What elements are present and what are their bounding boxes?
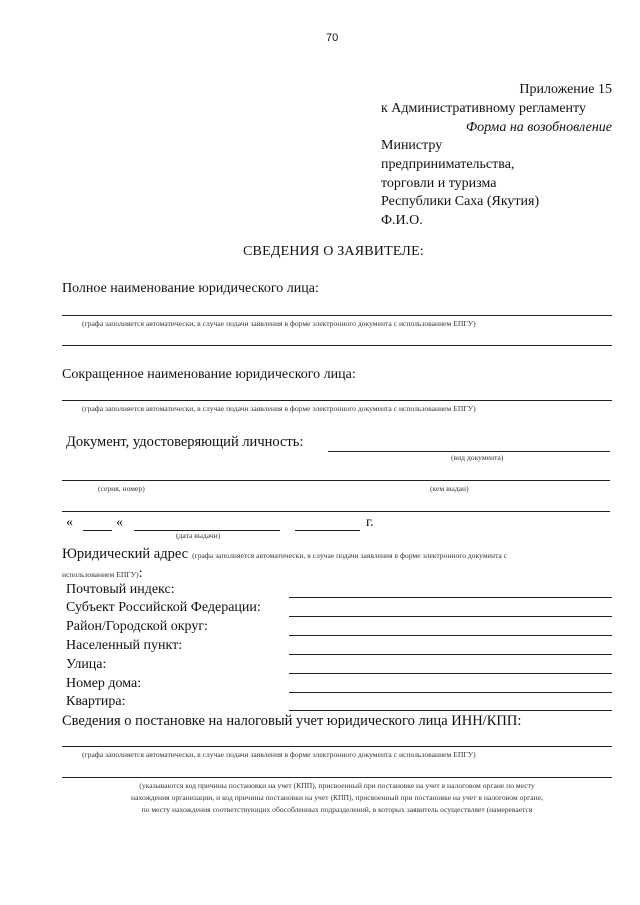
apartment-label: Квартира: [66, 694, 126, 709]
page-number: 70 [326, 32, 339, 44]
locality-line[interactable] [289, 654, 612, 655]
postal-code-line[interactable] [289, 597, 612, 598]
region-line[interactable] [289, 616, 612, 617]
addressee-fio: Ф.И.О. [381, 213, 423, 228]
issue-year-line[interactable] [295, 530, 360, 531]
year-suffix: г. [366, 515, 374, 530]
tax-registration-line[interactable] [62, 746, 612, 747]
form-type: Форма на возобновление [465, 120, 612, 135]
locality-label: Населенный пункт: [66, 638, 183, 653]
street-label: Улица: [66, 657, 107, 672]
district-label: Район/Городской округ: [66, 619, 209, 634]
addressee-line-3: торговли и туризма [381, 176, 497, 191]
legal-address-note-row [62, 564, 143, 582]
addressee-line-2: предпринимательства, [381, 157, 515, 172]
full-name-line-2[interactable] [62, 345, 612, 346]
section-title: СВЕДЕНИЯ О ЗАЯВИТЕЛЕ: [243, 244, 424, 259]
postal-code-label: Почтовый индекс: [66, 582, 175, 597]
legal-address-colon: : [138, 566, 143, 581]
tax-explanation-line-3: по месту нахождения соответствующих обособленных подразделений, в которых заявитель осуществляет (намеревается [141, 805, 533, 814]
issued-by-caption: (кем выдан) [430, 484, 469, 493]
legal-address-note-2: использованием ЕПГУ) [62, 570, 139, 579]
house-number-label: Номер дома: [66, 676, 142, 691]
tax-explanation-line-1: (указываются код причины постановки на учет (КПП), присвоенный при постановке на учет в налоговом органе по месту [139, 781, 535, 790]
house-number-line[interactable] [289, 692, 612, 693]
tax-explanation-line-2: нахождения организации, и код причины постановки на учет (КПП), присвоенный при постановке на учет в налоговом органе, [131, 793, 543, 802]
series-issued-line[interactable] [62, 480, 610, 481]
quote-open: « [66, 515, 73, 530]
legal-address-note-1: (графа заполняется автоматически, в случае подачи заявления в форме электронного документа с [192, 551, 508, 560]
short-name-label: Сокращенное наименование юридического лица: [62, 367, 356, 382]
addressee-line-1: Министру [381, 138, 443, 153]
issue-date-caption: (дата выдачи) [176, 531, 221, 540]
quote-close: « [116, 515, 123, 530]
street-line[interactable] [289, 673, 612, 674]
district-line[interactable] [289, 635, 612, 636]
legal-address-label: Юридический адрес [62, 546, 189, 562]
short-name-note: (графа заполняется автоматически, в случае подачи заявления в форме электронного документа с использованием ЕПГУ) [82, 404, 476, 413]
regulation-reference: к Административному регламенту [381, 101, 586, 116]
full-name-note: (графа заполняется автоматически, в случае подачи заявления в форме электронного документа с использованием ЕПГУ) [82, 319, 476, 328]
legal-address-heading [62, 545, 507, 563]
series-caption: (серия, номер) [98, 484, 145, 493]
tax-explanation [62, 780, 612, 816]
addressee-line-4: Республики Саха (Якутия) [381, 194, 540, 209]
tax-registration-note: (графа заполняется автоматически, в случае подачи заявления в форме электронного документа с использованием ЕПГУ) [82, 750, 476, 759]
region-label: Субъект Российской Федерации: [66, 600, 261, 615]
doc-type-line[interactable] [328, 451, 610, 452]
full-name-label: Полное наименование юридического лица: [62, 281, 319, 296]
issue-day-line[interactable] [83, 530, 112, 531]
full-name-line[interactable] [62, 315, 612, 316]
appendix-number: Приложение 15 [519, 82, 612, 97]
tax-kpp-line[interactable] [62, 777, 612, 778]
apartment-line[interactable] [289, 710, 612, 711]
doc-type-caption: (вид документа) [451, 453, 504, 462]
identity-doc-label: Документ, удостоверяющий личность: [66, 434, 304, 450]
tax-registration-label: Сведения о постановке на налоговый учет юридического лица ИНН/КПП: [62, 713, 522, 729]
issued-by-line-2[interactable] [62, 511, 610, 512]
short-name-line[interactable] [62, 400, 612, 401]
